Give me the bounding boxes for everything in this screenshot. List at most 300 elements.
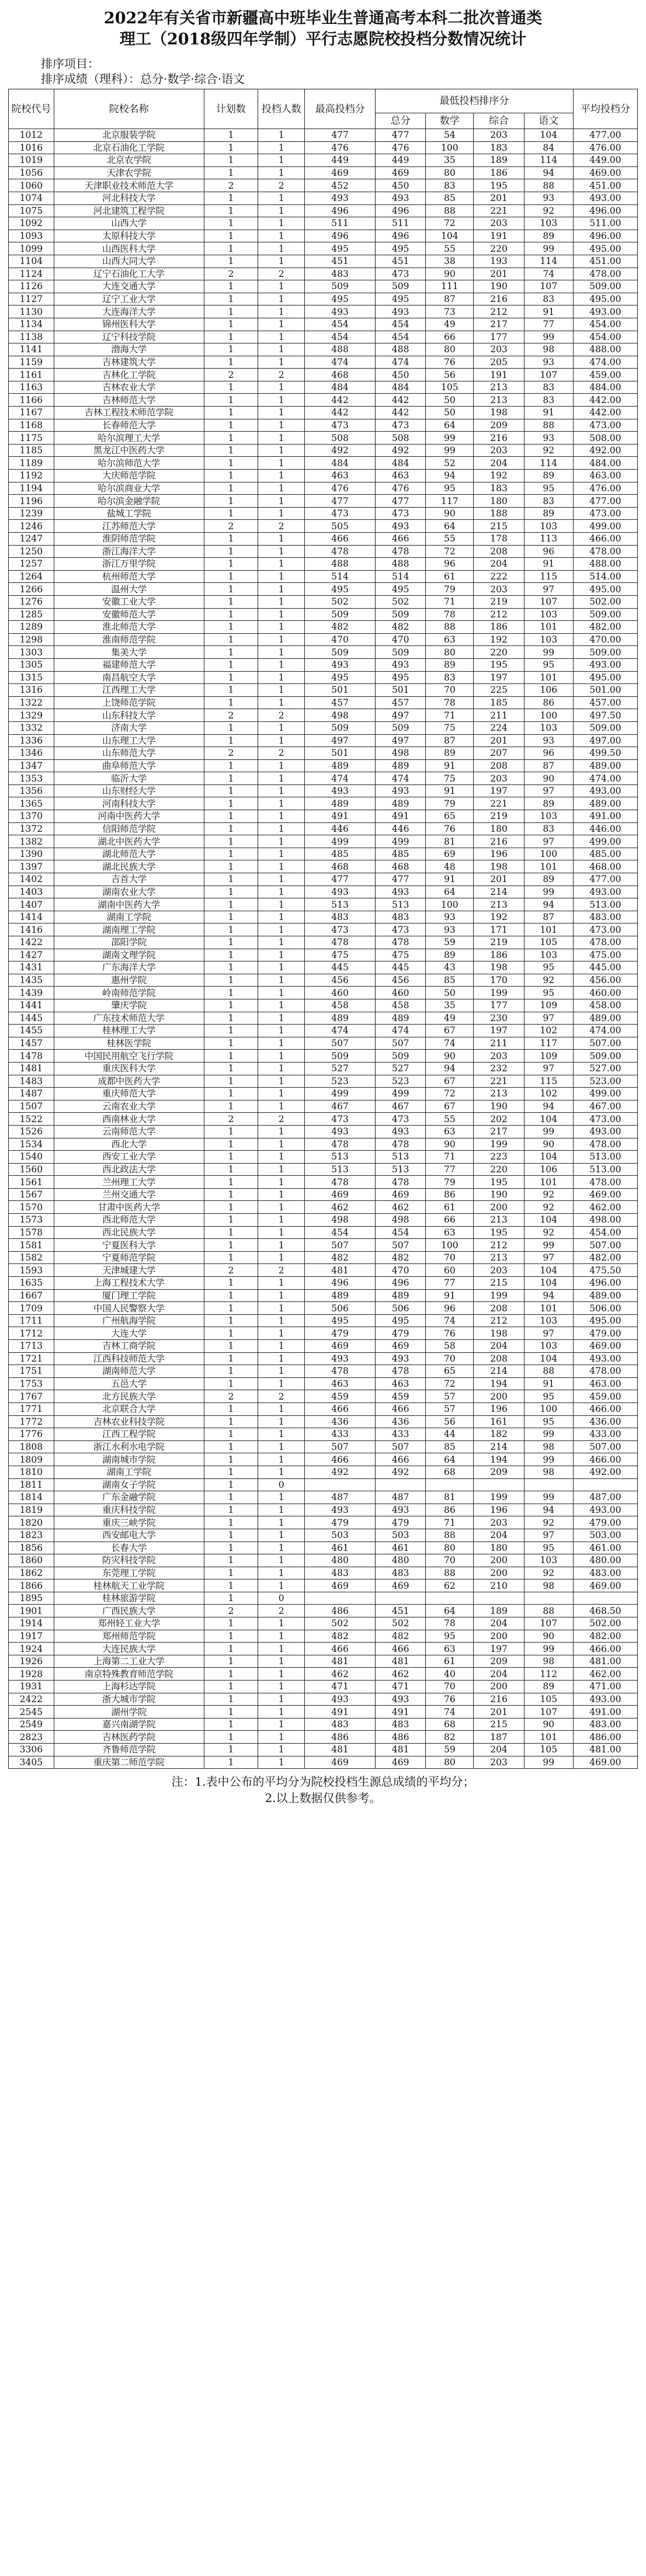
cell-toudang: 1 [258, 898, 305, 911]
cell-max: 483 [305, 268, 376, 280]
cell-chinese: 91 [524, 407, 573, 419]
cell-max: 483 [305, 1718, 376, 1731]
cell-name: 河北建筑工程学院 [54, 204, 204, 217]
cell-toudang: 1 [258, 1012, 305, 1025]
cell-chinese: 83 [524, 394, 573, 407]
cell-toudang: 1 [258, 1681, 305, 1693]
cell-avg: 454.00 [573, 1226, 637, 1239]
cell-code: 1196 [9, 495, 54, 508]
table-row [9, 179, 638, 192]
cell-comp: 192 [474, 911, 524, 924]
cell-code: 1019 [9, 154, 54, 167]
cell-toudang: 1 [258, 1062, 305, 1075]
cell-total: 463 [376, 1377, 426, 1390]
cell-avg: 493.00 [573, 1125, 637, 1138]
table-row [9, 1630, 638, 1643]
cell-avg: 459.00 [573, 1390, 637, 1403]
cell-total: 469 [376, 166, 426, 179]
cell-code: 1382 [9, 835, 54, 848]
cell-chinese: 83 [524, 293, 573, 305]
cell-max: 493 [305, 658, 376, 671]
cell-plan: 2 [204, 747, 258, 760]
cell-plan: 1 [204, 457, 258, 470]
cell-plan: 2 [204, 1113, 258, 1126]
cell-max: 497 [305, 734, 376, 747]
cell-chinese: 99 [524, 1125, 573, 1138]
cell-name: 云南师范大学 [54, 1125, 204, 1138]
cell-math: 64 [426, 520, 474, 533]
cell-math: 56 [426, 369, 474, 381]
cell-comp: 191 [474, 369, 524, 381]
cell-avg: 476.00 [573, 141, 637, 154]
cell-math: 104 [426, 230, 474, 242]
cell-total: 478 [376, 1365, 426, 1378]
cell-toudang: 0 [258, 1592, 305, 1605]
cell-plan: 1 [204, 1554, 258, 1567]
cell-chinese: 107 [524, 1617, 573, 1630]
table-row [9, 924, 638, 936]
cell-toudang: 1 [258, 987, 305, 999]
cell-max: 463 [305, 1377, 376, 1390]
cell-toudang: 1 [258, 255, 305, 268]
cell-comp: 199 [474, 987, 524, 999]
cell-max: 449 [305, 154, 376, 167]
cell-toudang: 1 [258, 1693, 305, 1706]
cell-code: 1246 [9, 520, 54, 533]
cell-math: 80 [426, 1542, 474, 1554]
cell-total: 509 [376, 280, 426, 293]
cell-code: 1445 [9, 1012, 54, 1025]
cell-comp: 197 [474, 784, 524, 797]
table-row [9, 470, 638, 482]
table-row [9, 1352, 638, 1365]
cell-toudang: 1 [258, 1668, 305, 1681]
cell-code: 1239 [9, 507, 54, 520]
cell-total: 459 [376, 1390, 426, 1403]
cell-chinese: 90 [524, 1630, 573, 1643]
cell-total: 454 [376, 331, 426, 343]
cell-avg: 484.00 [573, 381, 637, 394]
cell-toudang: 1 [258, 1643, 305, 1655]
cell-code: 2545 [9, 1706, 54, 1719]
cell-code: 1322 [9, 696, 54, 709]
table-row [9, 1113, 638, 1126]
table-row [9, 860, 638, 873]
cell-max [305, 1478, 376, 1491]
cell-math: 79 [426, 1176, 474, 1189]
cell-math: 59 [426, 936, 474, 949]
cell-comp: 216 [474, 835, 524, 848]
cell-code: 1534 [9, 1138, 54, 1151]
cell-toudang: 1 [258, 1151, 305, 1164]
cell-comp: 209 [474, 1466, 524, 1478]
cell-avg: 462.00 [573, 1668, 637, 1681]
cell-toudang: 1 [258, 1340, 305, 1353]
table-row [9, 1478, 638, 1491]
cell-comp: 192 [474, 633, 524, 646]
cell-chinese: 95 [524, 1390, 573, 1403]
cell-toudang: 1 [258, 1176, 305, 1189]
cell-avg: 495.00 [573, 671, 637, 684]
cell-code: 1901 [9, 1605, 54, 1617]
cell-plan: 1 [204, 924, 258, 936]
table-row [9, 230, 638, 242]
cell-chinese: 89 [524, 470, 573, 482]
cell-max: 496 [305, 1277, 376, 1290]
cell-comp: 220 [474, 242, 524, 255]
cell-avg: 492.00 [573, 1466, 637, 1478]
cell-comp: 210 [474, 1579, 524, 1592]
cell-comp [474, 1592, 524, 1605]
cell-math: 87 [426, 734, 474, 747]
table-row [9, 949, 638, 961]
cell-plan: 1 [204, 305, 258, 318]
cell-toudang: 1 [258, 797, 305, 810]
cell-plan: 1 [204, 1251, 258, 1264]
cell-comp: 199 [474, 1491, 524, 1504]
cell-max: 489 [305, 1012, 376, 1025]
cell-name: 辽宁科技学院 [54, 331, 204, 343]
cell-avg: 492.00 [573, 444, 637, 457]
cell-code: 1422 [9, 936, 54, 949]
cell-code: 1370 [9, 810, 54, 823]
cell-toudang: 1 [258, 1352, 305, 1365]
cell-chinese: 92 [524, 204, 573, 217]
header-min-group: 最低投档排序分 [376, 89, 574, 113]
table-row [9, 709, 638, 722]
cell-avg: 475.00 [573, 949, 637, 961]
cell-code: 1130 [9, 305, 54, 318]
table-row [9, 1744, 638, 1756]
cell-plan: 1 [204, 432, 258, 445]
table-row [9, 369, 638, 381]
cell-total: 488 [376, 558, 426, 571]
cell-name: 江西科技师范大学 [54, 1352, 204, 1365]
cell-avg: 466.00 [573, 533, 637, 546]
cell-comp: 215 [474, 1277, 524, 1290]
cell-name: 信阳师范学院 [54, 822, 204, 835]
cell-max: 436 [305, 1415, 376, 1428]
cell-code: 1582 [9, 1251, 54, 1264]
cell-chinese: 94 [524, 166, 573, 179]
cell-code: 1126 [9, 280, 54, 293]
cell-plan: 1 [204, 293, 258, 305]
cell-chinese: 83 [524, 495, 573, 508]
cell-name: 江苏师范大学 [54, 520, 204, 533]
cell-avg: 478.00 [573, 1365, 637, 1378]
cell-plan: 1 [204, 1176, 258, 1189]
table-row [9, 1605, 638, 1617]
cell-max: 498 [305, 1214, 376, 1227]
cell-name: 桂林航天工业学院 [54, 1579, 204, 1592]
cell-code: 1289 [9, 621, 54, 634]
cell-math: 69 [426, 848, 474, 860]
cell-avg: 456.00 [573, 974, 637, 987]
cell-code: 1161 [9, 369, 54, 381]
cell-toudang: 1 [258, 1100, 305, 1113]
cell-math: 70 [426, 1352, 474, 1365]
cell-comp: 203 [474, 772, 524, 785]
cell-comp: 188 [474, 507, 524, 520]
cell-avg: 495.00 [573, 242, 637, 255]
cell-toudang: 1 [258, 432, 305, 445]
cell-max: 475 [305, 949, 376, 961]
cell-comp: 177 [474, 331, 524, 343]
cell-plan: 1 [204, 356, 258, 369]
cell-toudang: 2 [258, 520, 305, 533]
cell-code: 1315 [9, 671, 54, 684]
table-row [9, 646, 638, 659]
cell-plan: 1 [204, 646, 258, 659]
cell-name: 黑龙江中医药大学 [54, 444, 204, 457]
cell-chinese: 101 [524, 621, 573, 634]
cell-code: 1526 [9, 1125, 54, 1138]
cell-avg: 491.00 [573, 1706, 637, 1719]
cell-chinese: 87 [524, 911, 573, 924]
cell-comp: 204 [474, 1340, 524, 1353]
cell-math: 73 [426, 305, 474, 318]
cell-plan: 1 [204, 1012, 258, 1025]
cell-math: 50 [426, 407, 474, 419]
cell-code: 1016 [9, 141, 54, 154]
cell-total: 507 [376, 1440, 426, 1453]
cell-avg: 489.00 [573, 1012, 637, 1025]
cell-comp: 223 [474, 1151, 524, 1164]
cell-toudang: 1 [258, 999, 305, 1012]
cell-avg: 502.00 [573, 595, 637, 608]
cell-name: 湖州学院 [54, 1706, 204, 1719]
header-comp: 综合 [474, 113, 524, 129]
cell-max: 488 [305, 343, 376, 356]
cell-math: 64 [426, 1453, 474, 1466]
cell-toudang: 1 [258, 1037, 305, 1050]
cell-plan: 1 [204, 1037, 258, 1050]
cell-toudang: 1 [258, 192, 305, 204]
cell-chinese: 114 [524, 154, 573, 167]
table-row [9, 734, 638, 747]
cell-name: 曲阜师范大学 [54, 759, 204, 772]
table-row [9, 343, 638, 356]
cell-code: 1808 [9, 1440, 54, 1453]
cell-max: 461 [305, 1542, 376, 1554]
cell-plan: 1 [204, 1756, 258, 1769]
cell-plan: 1 [204, 533, 258, 546]
cell-avg: 451.00 [573, 255, 637, 268]
cell-total: 497 [376, 734, 426, 747]
cell-avg: 477.00 [573, 129, 637, 142]
cell-math: 89 [426, 658, 474, 671]
footnote-2: 2.以上数据仅供参考。 [265, 1791, 381, 1805]
cell-max: 481 [305, 1655, 376, 1668]
cell-max: 527 [305, 1062, 376, 1075]
cell-max: 478 [305, 936, 376, 949]
cell-toudang: 1 [258, 204, 305, 217]
cell-toudang: 2 [258, 1605, 305, 1617]
cell-toudang: 2 [258, 179, 305, 192]
cell-total: 493 [376, 1504, 426, 1516]
cell-code: 1134 [9, 318, 54, 331]
cell-avg: 469.00 [573, 166, 637, 179]
cell-toudang: 1 [258, 1731, 305, 1744]
table-row [9, 987, 638, 999]
table-row [9, 1466, 638, 1478]
cell-toudang: 1 [258, 1579, 305, 1592]
cell-chinese: 105 [524, 1693, 573, 1706]
cell-plan: 1 [204, 407, 258, 419]
cell-plan: 1 [204, 810, 258, 823]
cell-chinese: 103 [524, 721, 573, 734]
cell-comp: 224 [474, 721, 524, 734]
cell-name: 山西大学 [54, 217, 204, 230]
cell-toudang: 1 [258, 1554, 305, 1567]
cell-total: 482 [376, 1630, 426, 1643]
cell-toudang: 1 [258, 1289, 305, 1302]
table-row [9, 747, 638, 760]
cell-comp: 200 [474, 1630, 524, 1643]
cell-toudang: 1 [258, 1567, 305, 1579]
cell-toudang: 1 [258, 784, 305, 797]
cell-total: 477 [376, 129, 426, 142]
cell-math: 93 [426, 924, 474, 936]
table-row [9, 1062, 638, 1075]
cell-total: 433 [376, 1428, 426, 1441]
cell-max: 507 [305, 1440, 376, 1453]
cell-max: 501 [305, 684, 376, 697]
cell-name: 西北大学 [54, 1138, 204, 1151]
cell-total: 502 [376, 1617, 426, 1630]
cell-max: 484 [305, 381, 376, 394]
cell-name: 吉林建筑大学 [54, 356, 204, 369]
cell-max: 502 [305, 1617, 376, 1630]
table-row [9, 1277, 638, 1290]
cell-total: 493 [376, 1693, 426, 1706]
cell-total: 457 [376, 696, 426, 709]
cell-max: 462 [305, 1668, 376, 1681]
cell-plan: 1 [204, 1655, 258, 1668]
cell-chinese: 101 [524, 1176, 573, 1189]
cell-comp: 204 [474, 457, 524, 470]
cell-math: 86 [426, 1188, 474, 1201]
cell-name: 西安邮电大学 [54, 1529, 204, 1542]
cell-total: 493 [376, 1125, 426, 1138]
cell-max: 511 [305, 217, 376, 230]
cell-avg: 495.00 [573, 583, 637, 596]
cell-name: 湖北民族大学 [54, 860, 204, 873]
cell-math: 67 [426, 1075, 474, 1088]
cell-chinese: 92 [524, 1567, 573, 1579]
cell-comp: 204 [474, 1529, 524, 1542]
table-row [9, 835, 638, 848]
cell-chinese: 99 [524, 1239, 573, 1252]
cell-math: 67 [426, 1025, 474, 1037]
cell-chinese: 102 [524, 1025, 573, 1037]
cell-chinese: 104 [524, 1352, 573, 1365]
table-row [9, 381, 638, 394]
cell-name: 重庆师范大学 [54, 1088, 204, 1100]
cell-max: 493 [305, 1125, 376, 1138]
cell-math: 71 [426, 595, 474, 608]
cell-total: 481 [376, 1655, 426, 1668]
cell-code: 1567 [9, 1188, 54, 1201]
cell-plan: 1 [204, 784, 258, 797]
table-row [9, 961, 638, 974]
cell-math: 63 [426, 633, 474, 646]
header-math: 数学 [426, 113, 474, 129]
cell-math: 54 [426, 129, 474, 142]
cell-math: 75 [426, 721, 474, 734]
cell-avg: 478.00 [573, 936, 637, 949]
cell-name: 哈尔滨师范大学 [54, 457, 204, 470]
table-row [9, 1151, 638, 1164]
cell-total: 498 [376, 1214, 426, 1227]
cell-max: 486 [305, 1731, 376, 1744]
cell-max: 513 [305, 1163, 376, 1176]
cell-chinese: 97 [524, 1062, 573, 1075]
cell-avg: 489.00 [573, 1289, 637, 1302]
cell-max: 469 [305, 1188, 376, 1201]
cell-chinese: 101 [524, 1302, 573, 1315]
cell-code: 1416 [9, 924, 54, 936]
cell-plan: 1 [204, 1340, 258, 1353]
table-row [9, 1188, 638, 1201]
table-row [9, 356, 638, 369]
cell-comp: 212 [474, 1314, 524, 1327]
cell-toudang: 1 [258, 154, 305, 167]
cell-name: 济南大学 [54, 721, 204, 734]
cell-avg: 493.00 [573, 1352, 637, 1365]
cell-avg: 523.00 [573, 1075, 637, 1088]
table-row [9, 772, 638, 785]
table-row [9, 583, 638, 596]
cell-avg: 513.00 [573, 1163, 637, 1176]
cell-plan: 1 [204, 255, 258, 268]
cell-comp: 189 [474, 1605, 524, 1617]
cell-max: 509 [305, 646, 376, 659]
cell-chinese: 103 [524, 217, 573, 230]
cell-avg: 493.00 [573, 1693, 637, 1706]
cell-plan: 1 [204, 192, 258, 204]
table-row [9, 1163, 638, 1176]
cell-code: 1264 [9, 570, 54, 583]
cell-math: 96 [426, 558, 474, 571]
cell-plan: 1 [204, 721, 258, 734]
cell-total [376, 1478, 426, 1491]
cell-chinese: 107 [524, 1706, 573, 1719]
cell-comp: 196 [474, 1402, 524, 1415]
cell-avg: 469.00 [573, 1340, 637, 1353]
cell-avg: 449.00 [573, 154, 637, 167]
cell-code: 2422 [9, 1693, 54, 1706]
cell-toudang: 1 [258, 1125, 305, 1138]
cell-code: 1914 [9, 1617, 54, 1630]
cell-name: 厦门理工学院 [54, 1289, 204, 1302]
cell-math: 64 [426, 419, 474, 432]
cell-chinese: 100 [524, 709, 573, 722]
cell-chinese: 89 [524, 507, 573, 520]
cell-comp: 212 [474, 608, 524, 621]
cell-name: 嘉兴南湖学院 [54, 1718, 204, 1731]
cell-chinese: 112 [524, 1668, 573, 1681]
cell-avg: 489.00 [573, 797, 637, 810]
cell-plan: 1 [204, 1226, 258, 1239]
cell-code: 1124 [9, 268, 54, 280]
cell-avg: 480.00 [573, 1554, 637, 1567]
cell-comp: 200 [474, 1567, 524, 1579]
cell-toudang: 1 [258, 1466, 305, 1478]
cell-math: 49 [426, 1012, 474, 1025]
cell-toudang: 1 [258, 444, 305, 457]
cell-total: 493 [376, 658, 426, 671]
